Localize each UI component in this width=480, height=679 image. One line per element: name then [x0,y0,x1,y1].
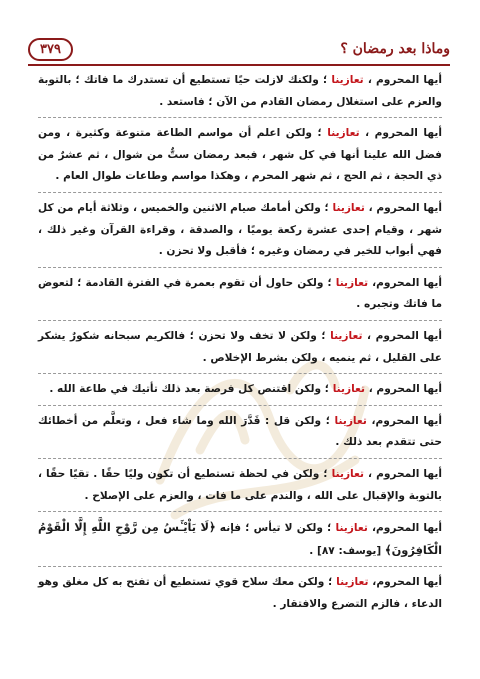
paragraph-address: أيها المحروم، [367,522,443,535]
highlighted-phrase: تعازينا [335,276,369,289]
paragraph [38,198,442,263]
highlighted-phrase: تعازينا [330,329,363,342]
highlighted-phrase: تعازينا [332,383,366,396]
paragraph-address: أيها المحروم ، [364,201,442,214]
highlighted-phrase: تعازينا [327,127,360,140]
header-rule [28,64,450,66]
paragraph-address: أيها المحروم ، [362,329,442,342]
paragraph-text: ؛ ولكنك لازلت حيًا تستطيع أن تستدرك ما فاتك ؛ بالتوبة والعزم على استغلال رمضان القادم من الآن ؛ فاستعد . [38,74,442,108]
paragraph-text: ؛ ولكن في لحظة تستطيع أن تكون وليًا حقًا . تقيًا حقًا ، بالتوبة والإقبال على الله ، والندم على ما فات ، والعزم على الإصلاح . [38,467,442,502]
paragraph [38,70,442,113]
paragraph-address: أيها المحروم، [368,276,442,289]
paragraph [38,464,442,507]
paragraph-address: أيها المحروم، [366,414,442,427]
quran-verse: ﴿لَا يَاْيْـَٔسُ مِن رَّوْحِ اللَّهِ إِلَّا الْقَوْمُ الْكَافِرُونَ﴾ [38,520,442,557]
highlighted-phrase: تعازينا [336,576,369,589]
paragraph-text: ؛ ولكن لا تيأس ؛ فإنه [215,522,336,535]
paragraph-text: ؛ ولكن معك سلاح قوي تستطيع أن تفتح به كل مغلق وهو الدعاء ، فالزم التضرع والافتقار . [38,576,442,610]
paragraph-address: أيها المحروم، [368,576,442,589]
highlighted-phrase: تعازينا [332,201,365,214]
paragraph [38,411,442,454]
paragraph-text: ؛ ولكن حاول أن تقوم بعمرة في الفترة القادمة ؛ لتعوض ما فاتك وتجبره . [38,276,442,311]
paragraph-text: ؛ ولكن اعلم أن مواسم الطاعة متنوعة وكثيرة ، ومن فضل الله علينا أنها في كل شهر ، فبعد رمضان ستٌّ من شوال ، ثم عشرٌ من ذي الحجة ، ثم الحج ، ثم شهر المحرم ، وهكذا مواسم وطاعات طوال العام . [38,127,442,183]
page-number: ٣٧٩ [28,38,73,61]
highlighted-phrase: تعازينا [335,522,368,535]
page-body [38,70,442,615]
highlighted-phrase: تعازينا [331,467,364,480]
highlighted-phrase: تعازينا [334,414,367,427]
paragraph-address: أيها المحروم ، [365,383,442,396]
paragraph-address: أيها المحروم ، [359,127,442,140]
highlighted-phrase: تعازينا [331,74,364,86]
paragraph [38,517,442,562]
paragraph-address: أيها المحروم ، [364,467,442,480]
paragraph [38,379,442,401]
page-header [28,34,450,64]
paragraph [38,572,442,615]
paragraph-text: ؛ ولكن لا تخف ولا تحزن ؛ فالكريم سبحانه شكورٌ يشكر على القليل ، ثم ينميه ، ولكن بشرط الإخلاص . [38,329,442,364]
paragraph [38,123,442,188]
paragraph [38,273,442,316]
paragraph-address: أيها المحروم ، [363,74,442,86]
paragraph-text: ؛ ولكن أمامك صيام الاثنين والخميس ، وثلاثة أيام من كل شهر ، وقيام إحدى عشرة ركعة يوميًا ، والصدقة ، وقراءة القرآن وغير ذلك ، فهي أبواب للخير في رمضان وغيره ؛ فأقبل ولا تحزن . [38,201,442,258]
paragraph [38,326,442,369]
verse-reference: [يوسف: ٨٧] . [309,544,385,557]
paragraph-text: ؛ ولكن اقتنص كل فرصة بعد ذلك تأتيك في طاعة الله . [49,383,333,396]
running-title: وماذا بعد رمضان ؟ [340,41,450,57]
paragraph-text: ؛ ولكن قل : قَدَّرَ الله وما شاء فعل ، وتعلَّم من أخطائك حتى تتقدم بعد ذلك . [38,414,442,449]
